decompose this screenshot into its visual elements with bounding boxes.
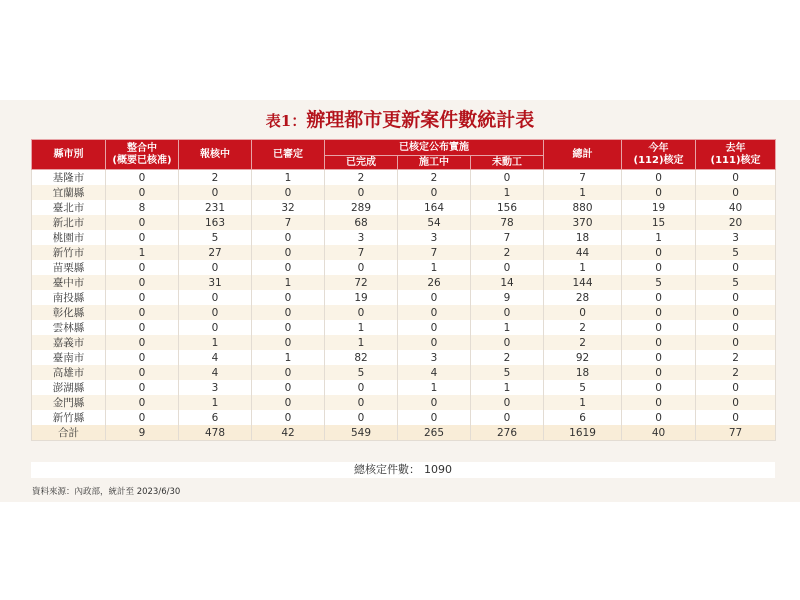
value-cell: 1 bbox=[544, 395, 622, 410]
value-cell: 0 bbox=[622, 380, 696, 395]
header-reviewed: 已審定 bbox=[252, 140, 325, 170]
county-cell: 南投縣 bbox=[32, 290, 106, 305]
value-cell: 19 bbox=[325, 290, 398, 305]
value-cell: 0 bbox=[252, 245, 325, 260]
value-cell: 1 bbox=[471, 185, 544, 200]
county-cell: 金門縣 bbox=[32, 395, 106, 410]
value-cell: 163 bbox=[179, 215, 252, 230]
header-in-progress: 施工中 bbox=[398, 156, 471, 170]
value-cell: 0 bbox=[696, 335, 776, 350]
value-cell: 0 bbox=[179, 260, 252, 275]
value-cell: 42 bbox=[252, 425, 325, 441]
table-row bbox=[32, 320, 776, 335]
value-cell: 82 bbox=[325, 350, 398, 365]
value-cell: 27 bbox=[179, 245, 252, 260]
value-cell: 9 bbox=[106, 425, 179, 441]
value-cell: 0 bbox=[252, 230, 325, 245]
value-cell: 9 bbox=[471, 290, 544, 305]
value-cell: 68 bbox=[325, 215, 398, 230]
value-cell: 5 bbox=[471, 365, 544, 380]
value-cell: 2 bbox=[471, 350, 544, 365]
value-cell: 1 bbox=[398, 380, 471, 395]
value-cell: 0 bbox=[622, 305, 696, 320]
value-cell: 0 bbox=[696, 260, 776, 275]
value-cell: 4 bbox=[179, 350, 252, 365]
table-row bbox=[32, 200, 776, 215]
value-cell: 231 bbox=[179, 200, 252, 215]
value-cell: 18 bbox=[544, 365, 622, 380]
header-applying: 報核中 bbox=[179, 140, 252, 170]
table-row bbox=[32, 215, 776, 230]
value-cell: 1 bbox=[471, 380, 544, 395]
value-cell: 0 bbox=[544, 305, 622, 320]
value-cell: 3 bbox=[696, 230, 776, 245]
header-integrating: 整合中 (概要已核准) bbox=[106, 140, 179, 170]
value-cell: 1 bbox=[252, 350, 325, 365]
value-cell: 1 bbox=[622, 230, 696, 245]
value-cell: 0 bbox=[325, 260, 398, 275]
value-cell: 5 bbox=[622, 275, 696, 290]
value-cell: 5 bbox=[696, 245, 776, 260]
value-cell: 32 bbox=[252, 200, 325, 215]
value-cell: 0 bbox=[696, 290, 776, 305]
table-title bbox=[0, 108, 800, 133]
value-cell: 0 bbox=[471, 305, 544, 320]
table-header bbox=[32, 140, 776, 170]
value-cell: 40 bbox=[622, 425, 696, 441]
value-cell: 0 bbox=[106, 410, 179, 425]
value-cell: 2 bbox=[544, 320, 622, 335]
value-cell: 2 bbox=[471, 245, 544, 260]
county-cell: 桃園市 bbox=[32, 230, 106, 245]
value-cell: 3 bbox=[325, 230, 398, 245]
value-cell: 2 bbox=[398, 170, 471, 186]
value-cell: 0 bbox=[252, 335, 325, 350]
county-cell: 基隆市 bbox=[32, 170, 106, 186]
value-cell: 1 bbox=[252, 275, 325, 290]
table-body bbox=[32, 170, 776, 441]
value-cell: 14 bbox=[471, 275, 544, 290]
county-cell: 臺中市 bbox=[32, 275, 106, 290]
county-cell: 臺北市 bbox=[32, 200, 106, 215]
value-cell: 78 bbox=[471, 215, 544, 230]
value-cell: 19 bbox=[622, 200, 696, 215]
value-cell: 0 bbox=[398, 410, 471, 425]
value-cell: 7 bbox=[252, 215, 325, 230]
value-cell: 0 bbox=[106, 320, 179, 335]
table-row bbox=[32, 410, 776, 425]
county-cell: 嘉義市 bbox=[32, 335, 106, 350]
value-cell: 0 bbox=[179, 320, 252, 335]
value-cell: 15 bbox=[622, 215, 696, 230]
value-cell: 0 bbox=[106, 215, 179, 230]
table-row bbox=[32, 335, 776, 350]
value-cell: 0 bbox=[622, 335, 696, 350]
grand-total bbox=[31, 462, 775, 478]
value-cell: 0 bbox=[622, 170, 696, 186]
value-cell: 0 bbox=[106, 395, 179, 410]
value-cell: 1619 bbox=[544, 425, 622, 441]
value-cell: 0 bbox=[471, 170, 544, 186]
value-cell: 0 bbox=[106, 335, 179, 350]
grand-total-label: 總核定件數： bbox=[354, 463, 420, 476]
value-cell: 478 bbox=[179, 425, 252, 441]
value-cell: 0 bbox=[622, 185, 696, 200]
value-cell: 7 bbox=[325, 245, 398, 260]
value-cell: 0 bbox=[106, 305, 179, 320]
value-cell: 1 bbox=[398, 260, 471, 275]
value-cell: 0 bbox=[106, 170, 179, 186]
value-cell: 144 bbox=[544, 275, 622, 290]
value-cell: 0 bbox=[252, 380, 325, 395]
value-cell: 370 bbox=[544, 215, 622, 230]
value-cell: 156 bbox=[471, 200, 544, 215]
value-cell: 7 bbox=[398, 245, 471, 260]
value-cell: 0 bbox=[106, 380, 179, 395]
value-cell: 5 bbox=[179, 230, 252, 245]
value-cell: 7 bbox=[544, 170, 622, 186]
value-cell: 3 bbox=[398, 230, 471, 245]
header-total: 總計 bbox=[544, 140, 622, 170]
value-cell: 0 bbox=[696, 170, 776, 186]
table-row bbox=[32, 275, 776, 290]
value-cell: 0 bbox=[252, 365, 325, 380]
value-cell: 0 bbox=[622, 290, 696, 305]
value-cell: 0 bbox=[696, 395, 776, 410]
value-cell: 0 bbox=[696, 185, 776, 200]
value-cell: 0 bbox=[622, 410, 696, 425]
value-cell: 77 bbox=[696, 425, 776, 441]
value-cell: 5 bbox=[544, 380, 622, 395]
value-cell: 6 bbox=[179, 410, 252, 425]
value-cell: 1 bbox=[252, 170, 325, 186]
value-cell: 0 bbox=[252, 305, 325, 320]
table-row bbox=[32, 380, 776, 395]
value-cell: 0 bbox=[398, 320, 471, 335]
value-cell: 44 bbox=[544, 245, 622, 260]
table-row bbox=[32, 170, 776, 186]
value-cell: 0 bbox=[106, 260, 179, 275]
value-cell: 18 bbox=[544, 230, 622, 245]
value-cell: 28 bbox=[544, 290, 622, 305]
county-cell: 合計 bbox=[32, 425, 106, 441]
value-cell: 0 bbox=[622, 320, 696, 335]
value-cell: 0 bbox=[398, 185, 471, 200]
value-cell: 2 bbox=[179, 170, 252, 186]
value-cell: 0 bbox=[106, 230, 179, 245]
value-cell: 6 bbox=[544, 410, 622, 425]
value-cell: 0 bbox=[179, 290, 252, 305]
value-cell: 26 bbox=[398, 275, 471, 290]
table-title-text: 辦理都市更新案件數統計表 bbox=[306, 109, 535, 131]
value-cell: 54 bbox=[398, 215, 471, 230]
county-cell: 雲林縣 bbox=[32, 320, 106, 335]
value-cell: 164 bbox=[398, 200, 471, 215]
table-row bbox=[32, 185, 776, 200]
value-cell: 3 bbox=[179, 380, 252, 395]
table-row bbox=[32, 260, 776, 275]
value-cell: 1 bbox=[544, 185, 622, 200]
value-cell: 0 bbox=[398, 305, 471, 320]
value-cell: 31 bbox=[179, 275, 252, 290]
table-row bbox=[32, 245, 776, 260]
value-cell: 0 bbox=[471, 335, 544, 350]
value-cell: 0 bbox=[179, 305, 252, 320]
county-cell: 彰化縣 bbox=[32, 305, 106, 320]
value-cell: 0 bbox=[622, 350, 696, 365]
value-cell: 0 bbox=[106, 365, 179, 380]
county-cell: 宜蘭縣 bbox=[32, 185, 106, 200]
value-cell: 2 bbox=[696, 350, 776, 365]
table-row bbox=[32, 350, 776, 365]
value-cell: 0 bbox=[622, 365, 696, 380]
value-cell: 8 bbox=[106, 200, 179, 215]
value-cell: 1 bbox=[179, 395, 252, 410]
value-cell: 4 bbox=[398, 365, 471, 380]
value-cell: 0 bbox=[622, 395, 696, 410]
value-cell: 0 bbox=[325, 395, 398, 410]
value-cell: 2 bbox=[544, 335, 622, 350]
value-cell: 276 bbox=[471, 425, 544, 441]
header-last-year: 去年 (111)核定 bbox=[696, 140, 776, 170]
table-title-prefix: 表1： bbox=[265, 112, 307, 130]
value-cell: 0 bbox=[325, 185, 398, 200]
value-cell: 72 bbox=[325, 275, 398, 290]
value-cell: 1 bbox=[544, 260, 622, 275]
value-cell: 0 bbox=[106, 350, 179, 365]
county-cell: 臺南市 bbox=[32, 350, 106, 365]
source-note: 資料來源：內政部，統計至 2023/6/30 bbox=[32, 487, 181, 497]
value-cell: 0 bbox=[622, 260, 696, 275]
value-cell: 0 bbox=[252, 185, 325, 200]
value-cell: 0 bbox=[252, 320, 325, 335]
value-cell: 0 bbox=[398, 290, 471, 305]
value-cell: 7 bbox=[471, 230, 544, 245]
totals-row bbox=[32, 425, 776, 441]
table-row bbox=[32, 230, 776, 245]
value-cell: 0 bbox=[471, 410, 544, 425]
table-row bbox=[32, 365, 776, 380]
value-cell: 289 bbox=[325, 200, 398, 215]
value-cell: 1 bbox=[179, 335, 252, 350]
value-cell: 0 bbox=[106, 275, 179, 290]
value-cell: 0 bbox=[696, 410, 776, 425]
header-approved-group: 已核定公布實施 bbox=[325, 140, 544, 156]
value-cell: 0 bbox=[696, 380, 776, 395]
value-cell: 4 bbox=[179, 365, 252, 380]
value-cell: 0 bbox=[252, 410, 325, 425]
value-cell: 0 bbox=[471, 395, 544, 410]
value-cell: 549 bbox=[325, 425, 398, 441]
county-cell: 新竹市 bbox=[32, 245, 106, 260]
value-cell: 0 bbox=[325, 305, 398, 320]
value-cell: 92 bbox=[544, 350, 622, 365]
value-cell: 0 bbox=[325, 410, 398, 425]
value-cell: 0 bbox=[398, 335, 471, 350]
value-cell: 2 bbox=[325, 170, 398, 186]
header-county: 縣市別 bbox=[32, 140, 106, 170]
value-cell: 1 bbox=[471, 320, 544, 335]
value-cell: 0 bbox=[622, 245, 696, 260]
value-cell: 1 bbox=[106, 245, 179, 260]
value-cell: 20 bbox=[696, 215, 776, 230]
value-cell: 2 bbox=[696, 365, 776, 380]
value-cell: 0 bbox=[106, 290, 179, 305]
value-cell: 0 bbox=[471, 260, 544, 275]
value-cell: 880 bbox=[544, 200, 622, 215]
value-cell: 40 bbox=[696, 200, 776, 215]
county-cell: 高雄市 bbox=[32, 365, 106, 380]
value-cell: 3 bbox=[398, 350, 471, 365]
value-cell: 5 bbox=[325, 365, 398, 380]
table-row bbox=[32, 305, 776, 320]
value-cell: 0 bbox=[252, 395, 325, 410]
header-completed: 已完成 bbox=[325, 156, 398, 170]
value-cell: 0 bbox=[252, 260, 325, 275]
value-cell: 0 bbox=[179, 185, 252, 200]
value-cell: 0 bbox=[696, 305, 776, 320]
county-cell: 苗栗縣 bbox=[32, 260, 106, 275]
value-cell: 1 bbox=[325, 335, 398, 350]
county-cell: 澎湖縣 bbox=[32, 380, 106, 395]
header-not-started: 未動工 bbox=[471, 156, 544, 170]
table-row bbox=[32, 290, 776, 305]
county-cell: 新北市 bbox=[32, 215, 106, 230]
value-cell: 0 bbox=[252, 290, 325, 305]
header-this-year: 今年 (112)核定 bbox=[622, 140, 696, 170]
value-cell: 0 bbox=[325, 380, 398, 395]
county-cell: 新竹縣 bbox=[32, 410, 106, 425]
value-cell: 5 bbox=[696, 275, 776, 290]
grand-total-value: 1090 bbox=[424, 463, 452, 476]
statistics-table bbox=[31, 139, 776, 441]
value-cell: 1 bbox=[325, 320, 398, 335]
value-cell: 0 bbox=[106, 185, 179, 200]
table-row bbox=[32, 395, 776, 410]
value-cell: 265 bbox=[398, 425, 471, 441]
value-cell: 0 bbox=[696, 320, 776, 335]
value-cell: 0 bbox=[398, 395, 471, 410]
